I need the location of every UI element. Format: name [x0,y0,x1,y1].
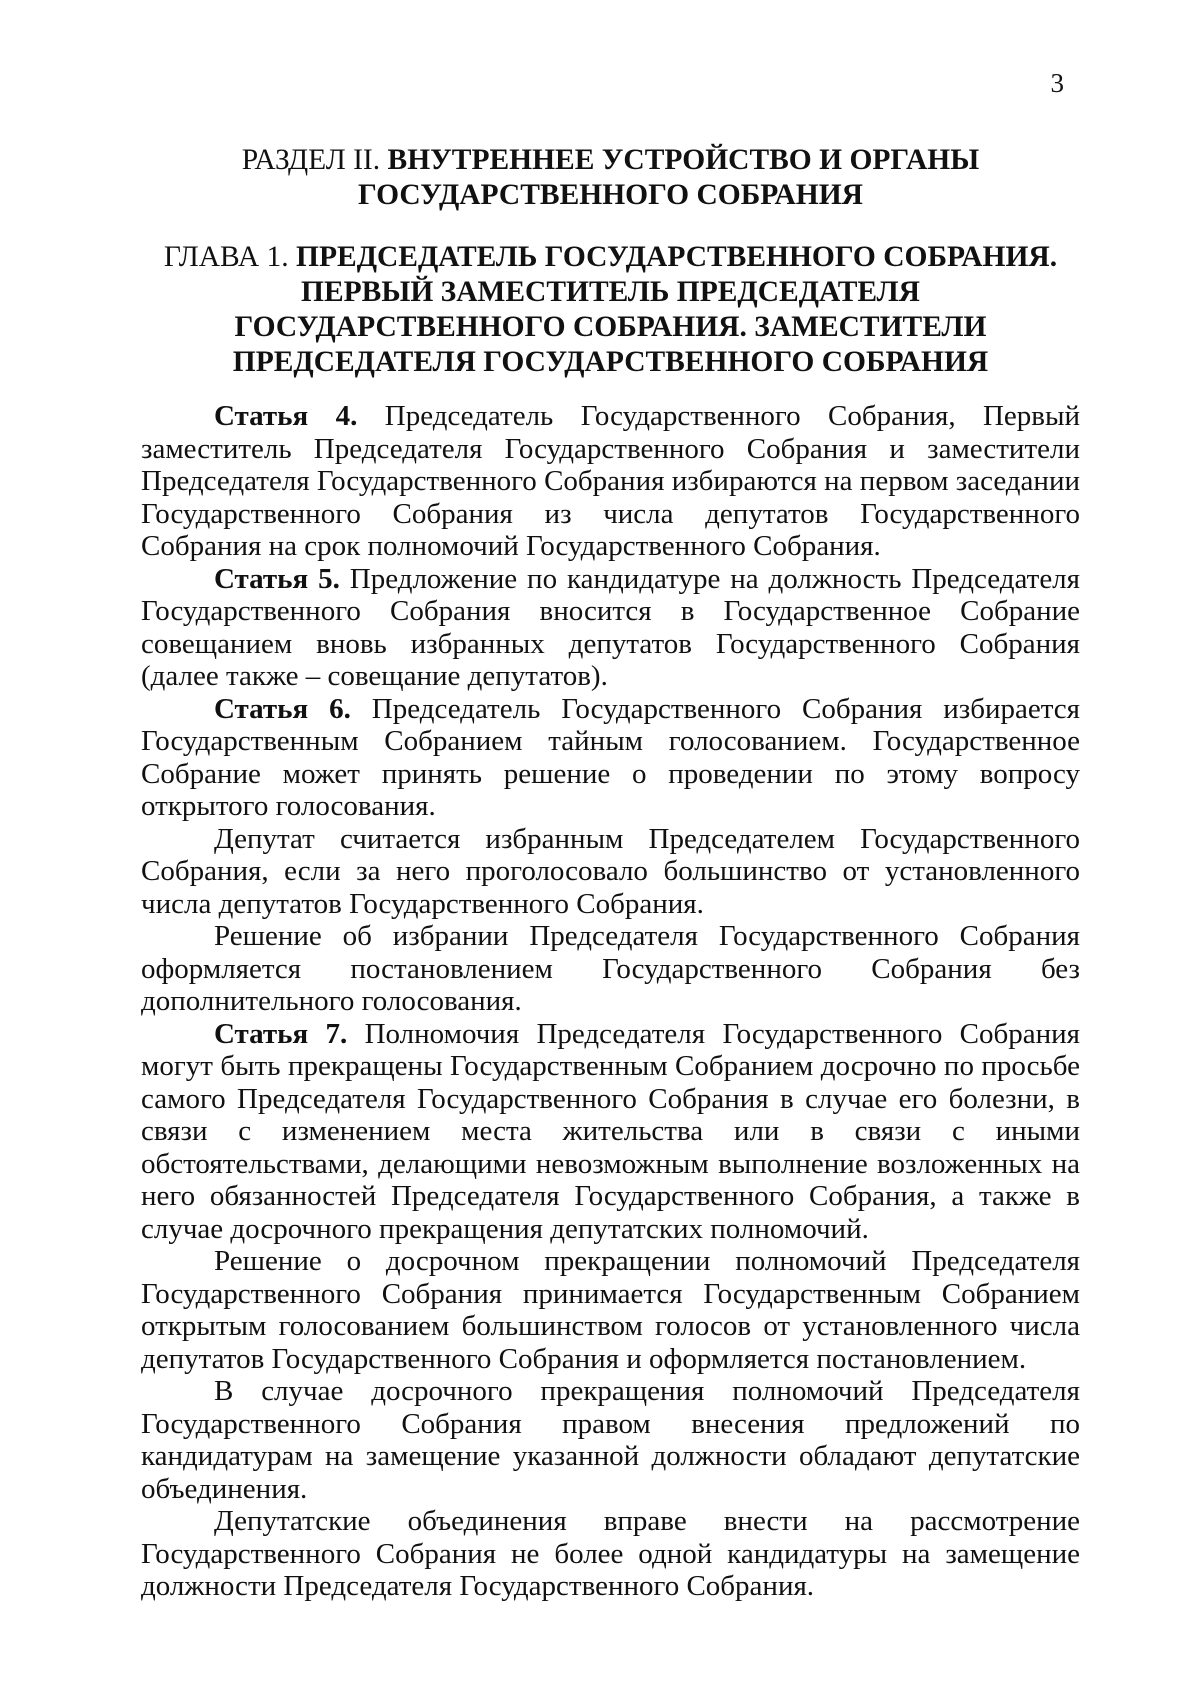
paragraph-text: Решение о досрочном прекращении полномочий Председателя Государственного Собрания принимается Государственным Собранием открытым голосованием большинством голосов от установленного числа депутатов Государственного Собрания и оформляется постановлением. [141,1245,1080,1375]
paragraph-text: Председатель Государственного Собрания, Первый заместитель Председателя Государственного Собрания и заместители Председателя Государственного Собрания избираются на первом заседании Государственного Собрания из числа депутатов Государственного Собрания на срок полномочий Государственного Собрания. [141,400,1081,562]
article-6-paragraph [141,693,1080,823]
paragraph-text: Депутат считается избранным Председателем Государственного Собрания, если за него проголосовало большинство от установленного числа депутатов Государственного Собрания. [141,822,1080,920]
article-7-paragraph [141,1018,1080,1246]
article-7-paragraph-3 [141,1375,1080,1505]
article-label: Статья 6. [214,692,351,725]
section-heading [141,143,1080,213]
paragraph-text: Полномочия Председателя Государственного Собрания могут быть прекращены Государственным Собранием досрочно по просьбе самого Председателя Государственного Собрания в случае его болезни, в связи с изменением места жительства или в связи с иными обстоятельствами, делающими невозможным выполнение возложенных на него обязанностей Председателя Государственного Собрания, а также в случае досрочного прекращения депутатских полномочий. [141,1017,1081,1245]
paragraph-text: Предложение по кандидатуре на должность Председателя Государственного Собрания вносится в Государственное Собрание совещанием вновь избранных депутатов Государственного Собрания (далее также – совещание депутатов). [141,562,1080,692]
article-6-paragraph-3 [141,920,1080,1018]
paragraph-text: Председатель Государственного Собрания избирается Государственным Собранием тайным голосованием. Государственное Собрание может принять решение о проведении по этому вопросу открытого голосования. [141,692,1081,822]
chapter-title: ПРЕДСЕДАТЕЛЬ ГОСУДАРСТВЕННОГО СОБРАНИЯ. ПЕРВЫЙ ЗАМЕСТИТЕЛЬ ПРЕДСЕДАТЕЛЯ ГОСУДАРСТВЕННОГО СОБРАНИЯ. ЗАМЕСТИТЕЛИ ПРЕДСЕДАТЕЛЯ ГОСУДАРСТВЕННОГО СОБРАНИЯ [232,241,1058,378]
section-prefix: РАЗДЕЛ II. [241,144,381,176]
chapter-prefix: ГЛАВА 1. [163,241,289,273]
paragraph-text: Депутатские объединения вправе внести на рассмотрение Государственного Собрания не более одной кандидатуры на замещение должности Председателя Государственного Собрания. [141,1505,1080,1602]
article-7-paragraph-2 [141,1245,1080,1375]
article-label: Статья 7. [214,1017,348,1050]
section-title-line2: ГОСУДАРСТВЕННОГО СОБРАНИЯ [358,179,863,211]
article-6-paragraph-2 [141,823,1080,921]
paragraph-text: В случае досрочного прекращения полномочий Председателя Государственного Собрания правом внесения предложений по кандидатурам на замещение указанной должности обладают депутатские объединения. [141,1375,1080,1505]
paragraph-text: Решение об избрании Председателя Государственного Собрания оформляется постановлением Государственного Собрания без дополнительного голосования. [141,920,1080,1017]
section-title-line1: ВНУТРЕННЕЕ УСТРОЙСТВО И ОРГАНЫ [387,144,980,176]
article-4-paragraph [141,400,1080,563]
page-number: 3 [1050,68,1064,98]
article-7-paragraph-4 [141,1505,1080,1603]
chapter-heading [141,240,1080,380]
article-label: Статья 4. [214,400,358,432]
article-label: Статья 5. [214,562,340,595]
document-body [141,400,1080,1603]
article-5-paragraph [141,563,1080,693]
